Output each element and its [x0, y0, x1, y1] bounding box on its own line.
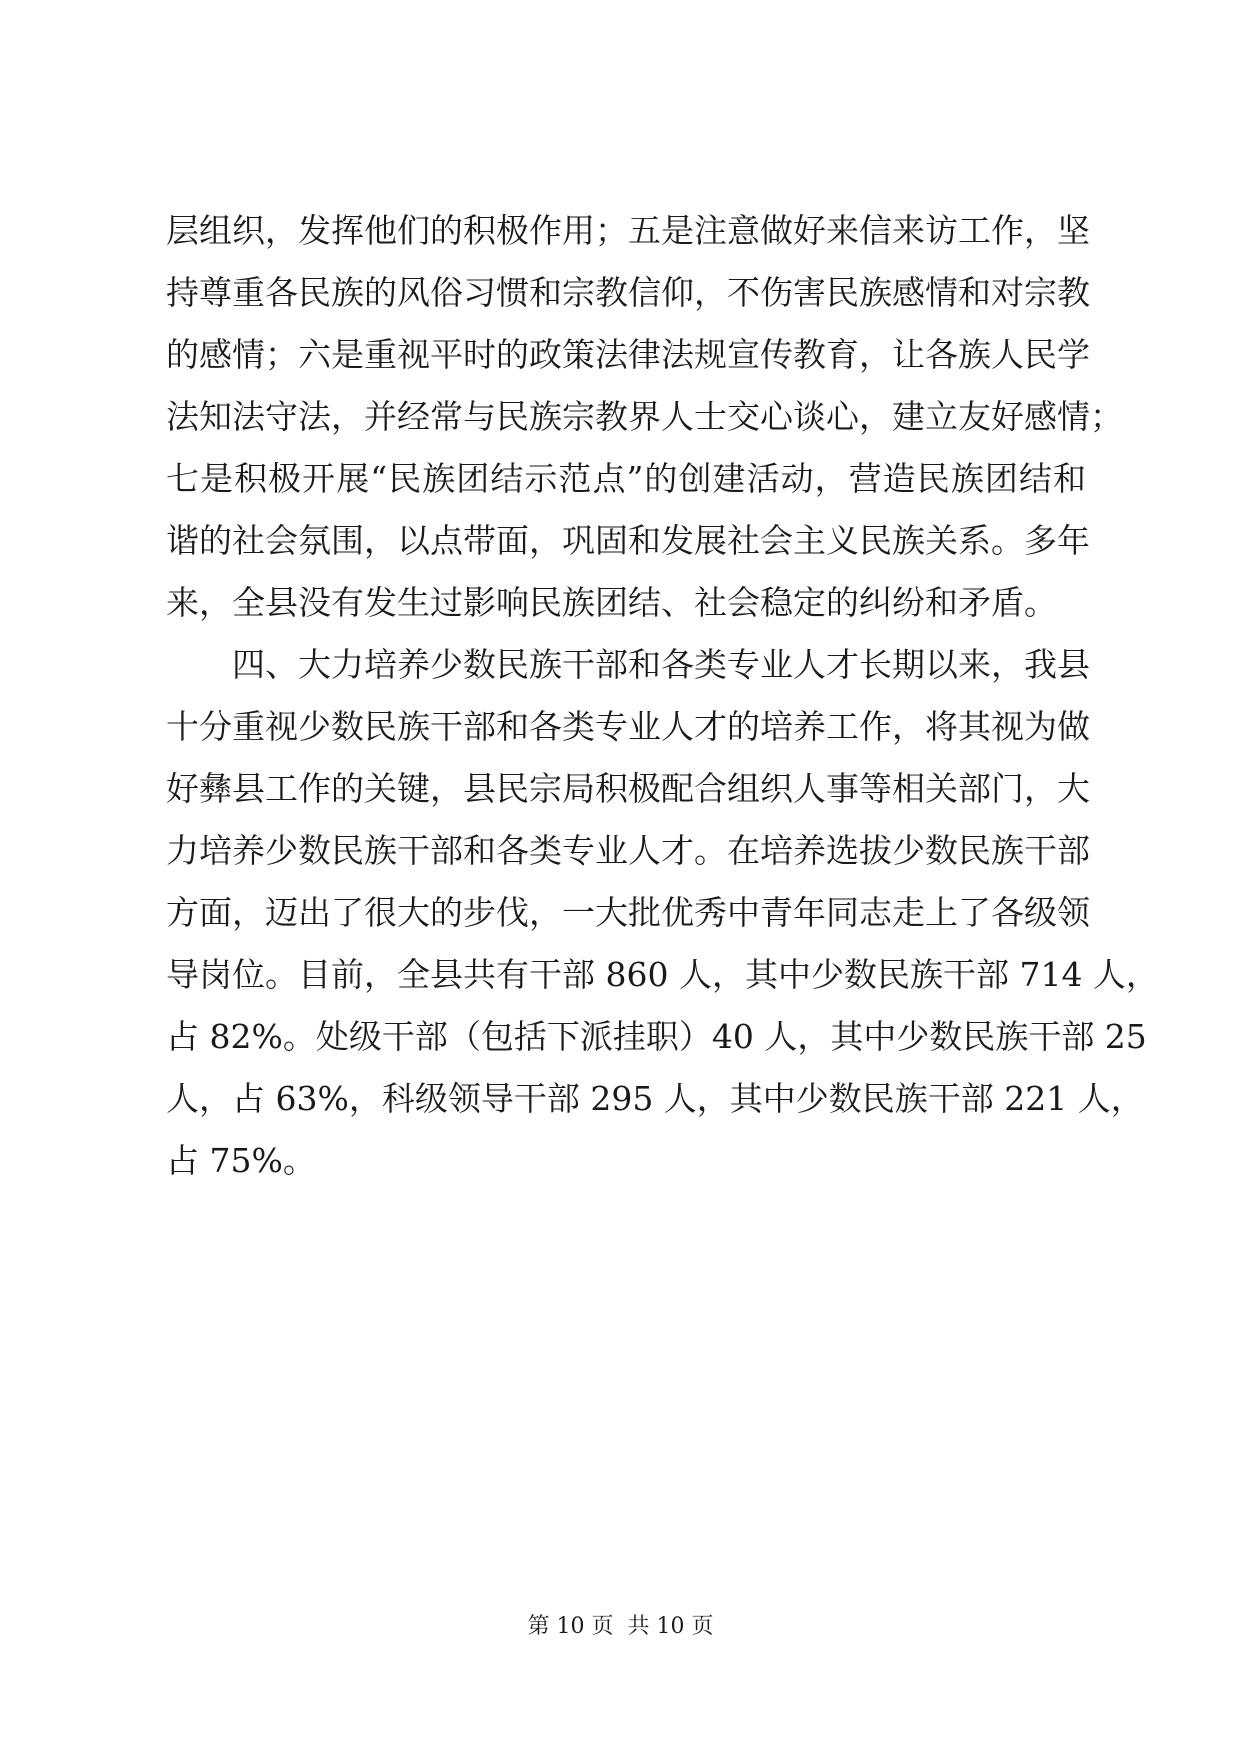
- text-line: 七是积极开展“民族团结示范点”的创建活动，营造民族团结和: [166, 459, 1086, 498]
- page-footer: [0, 1612, 1241, 1642]
- text-line: 方面，迈出了很大的步伐，一大批优秀中青年同志走上了各级领: [166, 893, 1090, 932]
- text-line: 法知法守法，并经常与民族宗教界人士交心谈心，建立友好感情；: [166, 397, 1123, 436]
- text-line: 好彝县工作的关键，县民宗局积极配合组织人事等相关部门，大: [166, 769, 1090, 808]
- text-line: 四、大力培养少数民族干部和各类专业人才长期以来，我县: [232, 645, 1090, 684]
- text-line: 谐的社会氛围，以点带面，巩固和发展社会主义民族关系。多年: [166, 521, 1090, 560]
- text-line: 来，全县没有发生过影响民族团结、社会稳定的纠纷和矛盾。: [166, 583, 1057, 622]
- text-line: 占 82%。处级干部（包括下派挂职）40 人，其中少数民族干部 25: [166, 1017, 1147, 1056]
- text-line: 层组织，发挥他们的积极作用；五是注意做好来信来访工作，坚: [166, 211, 1090, 250]
- body-text: [166, 200, 1159, 1192]
- text-line: 十分重视少数民族干部和各类专业人才的培养工作，将其视为做: [166, 707, 1090, 746]
- text-line: 占 75%。: [166, 1141, 316, 1180]
- text-line: 导岗位。目前，全县共有干部 860 人，其中少数民族干部 714 人，: [166, 955, 1159, 994]
- text-line: 的感情；六是重视平时的政策法律法规宣传教育，让各族人民学: [166, 335, 1090, 374]
- text-line: 持尊重各民族的风俗习惯和宗教信仰，不伤害民族感情和对宗教: [166, 273, 1090, 312]
- page-number: 第 10 页 共 10 页: [527, 1614, 714, 1639]
- text-line: 力培养少数民族干部和各类专业人才。在培养选拔少数民族干部: [166, 831, 1090, 870]
- text-line: 人，占 63%，科级领导干部 295 人，其中少数民族干部 221 人，: [166, 1079, 1144, 1118]
